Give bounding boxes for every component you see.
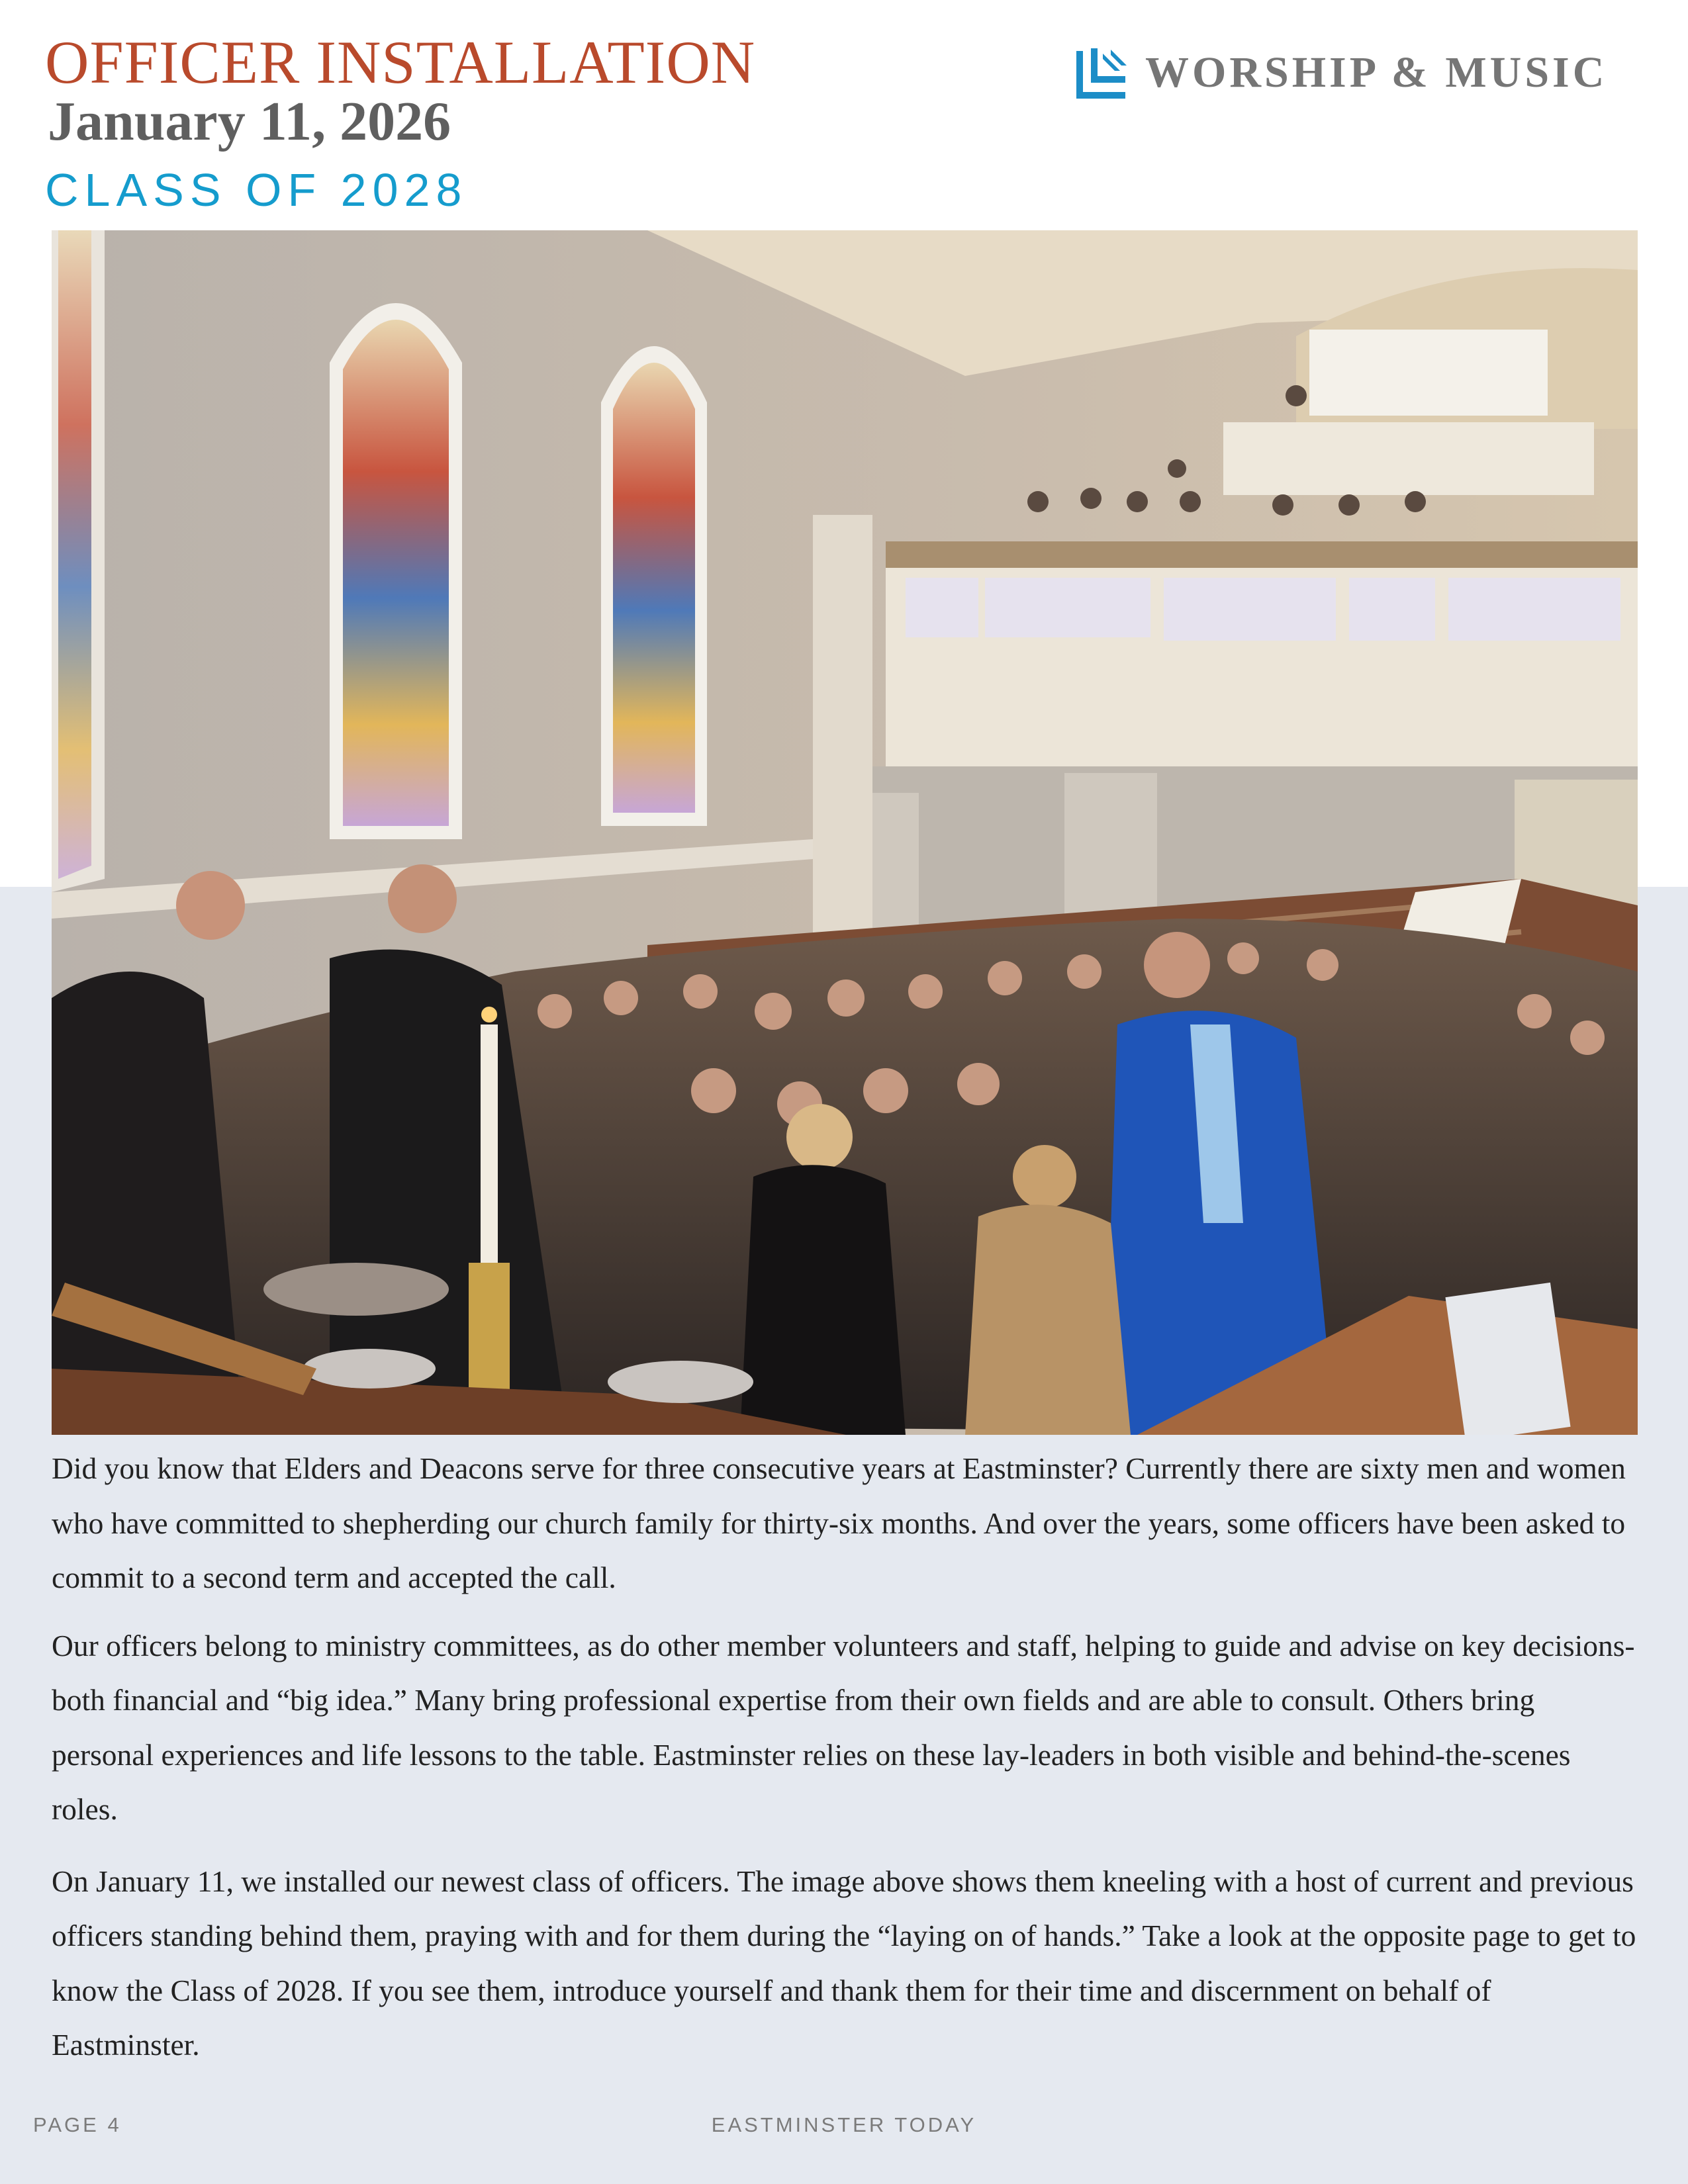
- article-paragraph: Did you know that Elders and Deacons serve for three consecutive years at Eastminster? Currently there are sixty men and women who have committed to shepherding our church family for thirty-six months. And over the years, some officers have been asked to commit to a second term and accepted the call.: [52, 1451, 1626, 1594]
- article-paragraph: Our officers belong to ministry committees, as do other member volunteers and staff, helping to guide and advise on key decisions- both financial and “big idea.” Many bring professional expertise from their own fields and are able to consult. Others bring personal experiences and life lessons to the table. Eastminster relies on these lay-leaders in both visible and behind-the-scenes roles.: [52, 1628, 1635, 1826]
- page-title: OFFICER INSTALLATION: [45, 28, 756, 96]
- page-number: PAGE 4: [33, 2113, 122, 2136]
- section-brand: [1074, 42, 1607, 103]
- class-subtitle: CLASS OF 2028: [45, 164, 468, 216]
- article-paragraph: On January 11, we installed our newest class of officers. The image above shows them kneeling with a host of current and previous officers standing behind them, praying with and for them during the “laying on of hands.” Take a look at the opposite page to get to know the Class of 2028. If you see them, introduce yourself and thank them for their time and discernment on behalf of Eastminster.: [52, 1864, 1636, 2062]
- event-date: January 11, 2026: [48, 91, 451, 152]
- worship-music-logo-icon: [1074, 44, 1131, 101]
- brand-label: WORSHIP & MUSIC: [1145, 48, 1608, 97]
- article-body: [52, 1441, 1640, 2086]
- publication-name: EASTMINSTER TODAY: [711, 2113, 977, 2136]
- sanctuary-installation-photo: [52, 230, 1638, 1435]
